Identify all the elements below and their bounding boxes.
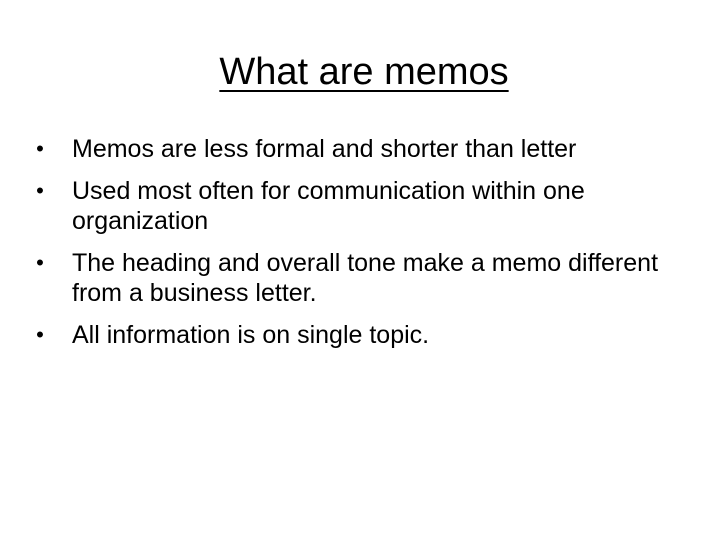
bullet-item <box>30 176 690 236</box>
bullet-text: Used most often for communication within one organization <box>72 177 585 235</box>
bullet-text: The heading and overall tone make a memo different from a business letter. <box>72 249 659 307</box>
bullet-dot-icon: • <box>36 250 44 275</box>
bullet-text: All information is on single topic. <box>72 321 430 349</box>
bullet-item <box>30 320 690 350</box>
bullet-dot-icon: • <box>36 136 44 161</box>
bullet-dot-icon: • <box>36 322 44 347</box>
bullet-text: Memos are less formal and shorter than letter <box>72 135 577 163</box>
bullet-item <box>30 248 690 308</box>
slide-title: What are memos <box>219 51 509 93</box>
bullet-item <box>30 134 690 164</box>
bullet-list <box>30 134 690 362</box>
bullet-dot-icon: • <box>36 178 44 203</box>
